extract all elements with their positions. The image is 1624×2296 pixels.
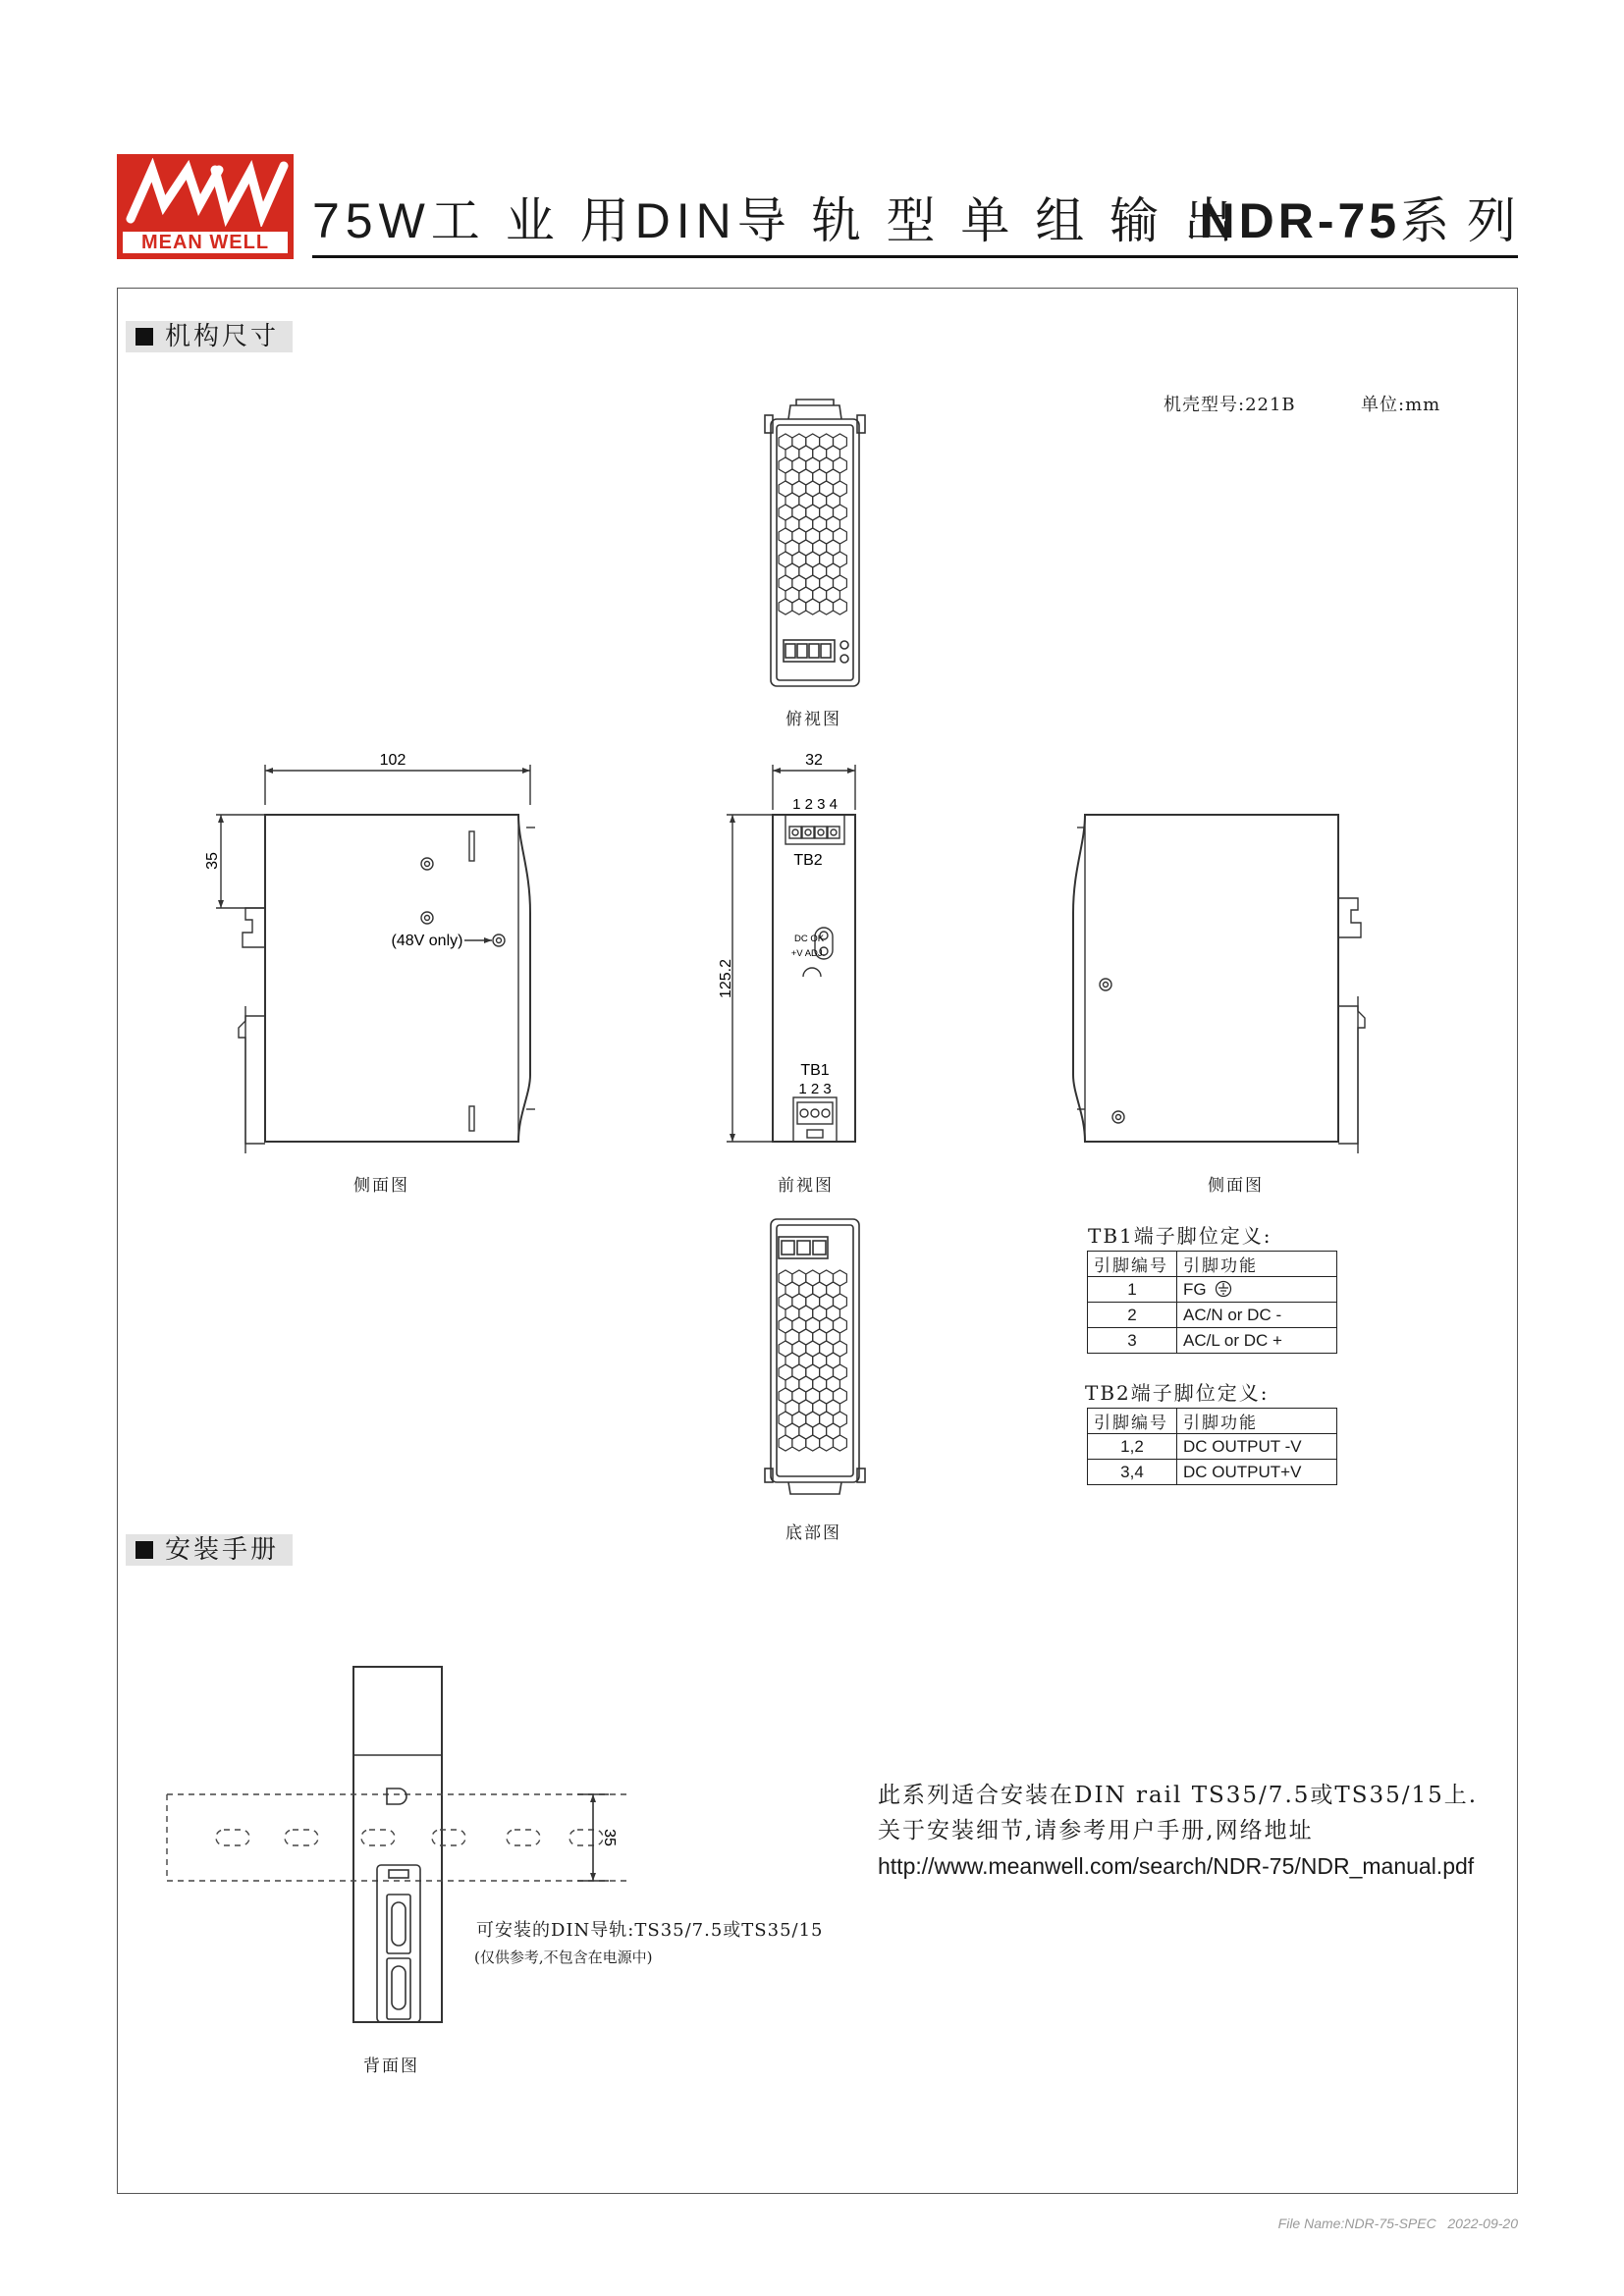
series-suffix: 系 列	[1400, 193, 1518, 248]
table-cell: 2	[1088, 1303, 1177, 1328]
front-view-drawing	[707, 751, 874, 1163]
tb2-label: TB2	[793, 852, 823, 869]
series-model: NDR-75	[1199, 193, 1401, 248]
installation-text-line: 关于安装细节,请参考用户手册,网络地址	[878, 1818, 1314, 1843]
tb1-pin-numbers: 1 2 3	[798, 1081, 832, 1097]
table-header-cell: 引脚编号	[1088, 1252, 1177, 1277]
footer-file-name: File Name:NDR-75-SPEC	[1277, 2216, 1436, 2231]
table-cell: 3	[1088, 1328, 1177, 1354]
tb1-label: TB1	[800, 1062, 830, 1079]
footer-date: 2022-09-20	[1447, 2216, 1518, 2231]
logo-brand-text: MEAN WELL	[123, 232, 288, 253]
section-mechanical-heading	[126, 321, 293, 352]
vent-hole	[779, 599, 792, 614]
table-row	[1088, 1303, 1337, 1328]
dim-width-label: 102	[379, 752, 406, 769]
installation-text	[878, 1778, 1478, 1884]
vent-hole	[792, 599, 806, 614]
dim-height-label: 125.2	[718, 958, 734, 999]
vent-hole	[779, 1435, 792, 1451]
vent-hole	[834, 599, 847, 614]
table-cell: AC/N or DC -	[1177, 1303, 1337, 1328]
table-header-row	[1088, 1252, 1337, 1277]
table-cell: 3,4	[1088, 1460, 1177, 1485]
tb1-pin-table	[1087, 1251, 1337, 1354]
mw-logo-mark-icon	[117, 158, 294, 227]
table-row	[1088, 1460, 1337, 1485]
tb2-pin-numbers: 1 2 3 4	[792, 796, 838, 813]
bottom-view-drawing	[761, 1217, 869, 1497]
right-side-view-caption: 侧面图	[1208, 1176, 1264, 1196]
vent-hole	[792, 1435, 806, 1451]
unit-label: 单位:mm	[1361, 395, 1441, 415]
table-header-cell: 引脚功能	[1177, 1409, 1337, 1434]
table-cell: 1,2	[1088, 1434, 1177, 1460]
vent-hole	[806, 1435, 820, 1451]
table-row	[1088, 1328, 1337, 1354]
v-adj-label: +V ADJ.	[790, 948, 826, 959]
header-rule	[312, 255, 1518, 258]
tb2-pin-table	[1087, 1408, 1337, 1485]
square-bullet-icon	[135, 328, 153, 346]
table-cell: DC OUTPUT -V	[1177, 1434, 1337, 1460]
rail-note: 可安装的DIN导轨:TS35/7.5或TS35/15	[476, 1920, 824, 1941]
table-cell	[1177, 1277, 1337, 1303]
square-bullet-icon	[135, 1541, 153, 1559]
installation-text-line: 此系列适合安装在DIN rail TS35/7.5或TS35/15上.	[878, 1783, 1479, 1808]
back-view-drawing	[157, 1659, 668, 2042]
top-view-drawing	[761, 398, 869, 692]
footer	[1278, 2216, 1518, 2231]
vent-hole	[820, 1435, 834, 1451]
section-installation-heading	[126, 1534, 293, 1566]
dim-rail-label: 35	[204, 852, 221, 870]
back-view-rail-dim: 35	[601, 1829, 618, 1846]
back-view-caption: 背面图	[363, 2056, 419, 2076]
ground-icon	[1215, 1280, 1232, 1298]
table-row	[1088, 1277, 1337, 1303]
series-title	[1200, 192, 1519, 249]
dc-ok-label: DC OK	[793, 934, 825, 944]
front-view-caption: 前视图	[778, 1176, 834, 1196]
table-row	[1088, 1434, 1337, 1460]
table-cell-text: FG	[1183, 1279, 1207, 1299]
right-side-view-drawing	[1056, 795, 1409, 1158]
tb2-table-title: TB2端子脚位定义:	[1085, 1381, 1270, 1405]
table-header-row	[1088, 1409, 1337, 1434]
48v-only-label: (48V only)	[391, 933, 463, 949]
document-title: 75W工 业 用DIN导 轨 型 单 组 输 出	[312, 193, 1240, 248]
table-header-cell: 引脚功能	[1177, 1252, 1337, 1277]
manual-url[interactable]: http://www.meanwell.com/search/NDR-75/NDR_manual.pdf	[878, 1853, 1475, 1879]
vent-hole	[834, 1435, 847, 1451]
table-cell: AC/L or DC +	[1177, 1328, 1337, 1354]
vent-hole	[806, 599, 820, 614]
rail-note-reference: (仅供参考,不包含在电源中)	[474, 1949, 653, 1966]
section-mechanical-title: 机构尺寸	[165, 322, 280, 351]
left-side-view-caption: 侧面图	[353, 1176, 409, 1196]
mean-well-logo	[117, 154, 294, 259]
section-installation-title: 安装手册	[165, 1535, 280, 1565]
dim-depth-label: 32	[805, 752, 823, 769]
left-side-view-drawing	[191, 751, 545, 1163]
table-cell: DC OUTPUT+V	[1177, 1460, 1337, 1485]
tb1-table-title: TB1端子脚位定义:	[1088, 1224, 1272, 1248]
case-number: 机壳型号:221B	[1164, 395, 1296, 415]
top-view-caption: 俯视图	[785, 710, 841, 729]
bottom-view-caption: 底部图	[785, 1523, 841, 1543]
table-header-cell: 引脚编号	[1088, 1409, 1177, 1434]
vent-hole	[820, 599, 834, 614]
table-cell: 1	[1088, 1277, 1177, 1303]
